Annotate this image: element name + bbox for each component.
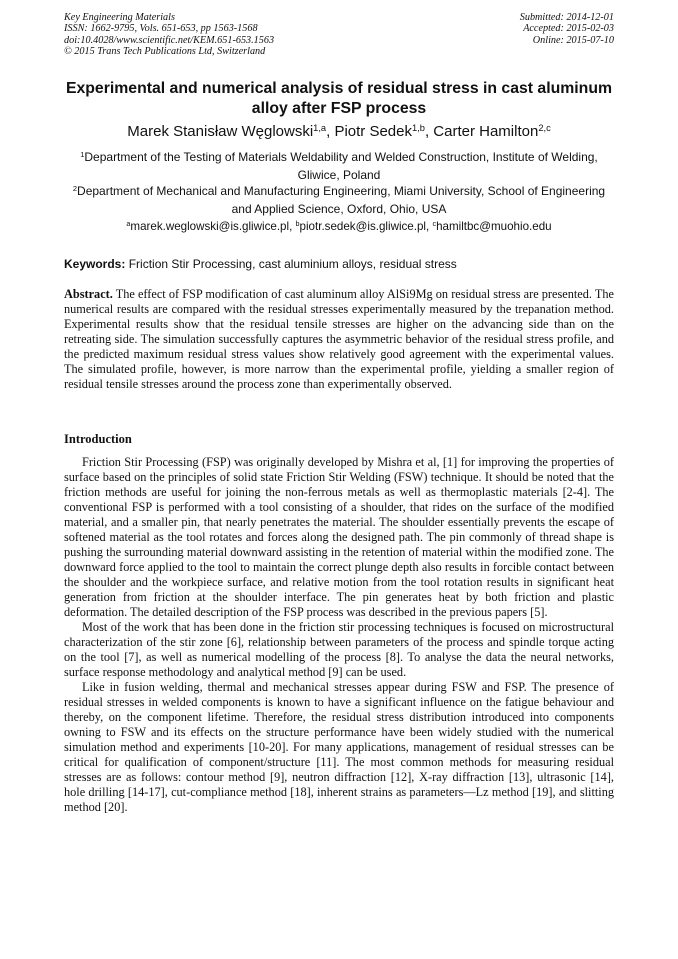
abstract-text: The effect of FSP modification of cast aluminum alloy AlSi9Mg on residual stress are presented. The numerical results are compared with the residual stresses experimentally measured by the trepanation method. Experimental results show that the residual tensile stresses are higher on the advancing side than on the retreating side. The simulation successfully captures the asymmetric behavior of the residual stress profile, and the predicted maximum residual stress values show relatively good agreement with the experimental values. The simulated profile, however, is more narrow than the experimental profile, yielding a smaller region of residual tensile stresses around the process zone than experimentally observed. [64, 287, 614, 391]
author-list: Marek Stanisław Węglowski$^{1,a}$, Piotr Sedek$^{1,b}$, Carter Hamilton$^{2,c}$ [127, 122, 551, 140]
email-marker: b [295, 219, 300, 229]
abstract-label: Abstract. [64, 287, 113, 301]
online-date: Online: 2015-07-10 [532, 34, 614, 46]
abstract-section [64, 287, 614, 392]
author-name: Carter Hamilton [433, 123, 539, 140]
paragraph: Friction Stir Processing (FSP) was originally developed by Mishra et al, [1] for improving the properties of surface based on the principles of solid state Friction Stir Welding (FSW) technique. It should be noted that the friction methods are useful for joining the non-ferrous metals as well as thermoplastic materials [2-4]. The conventional FSP is performed with a tool consisting of a shoulder, that rides on the surface of the modified material, and a smaller pin, that nearly penetrates the material. The shoulder essentially prevents the escape of softened material as the tool rotates and forces along the designed path. The pin commonly of thread shape is pushing the surrounding material downward assisting in the retention of material within the modified zone. The downward force applied to the tool to maintain the correct plunge depth also results in forcible contact between the shoulder and the workpiece surface, and relative motion from the tool rotation results in significant heat generation from friction at the shoulder interface. The pin generates heat by both friction and plastic deformation. The detailed description of the FSP process was described in the previous papers [5]. [64, 455, 614, 619]
affiliation-marker: 1 [80, 149, 85, 159]
email-marker: c [432, 219, 437, 229]
affiliation-marker: 2 [72, 183, 78, 193]
doi-link[interactable]: doi:10.4028/www.scientific.net/KEM.651-653.1563 [64, 34, 275, 46]
paragraph: Most of the work that has been done in the friction stir processing techniques is focused on microstructural characterization of the stir zone [6], relationship between parameters of the process and spindle torque acting on the tool [7], as well as numerical modelling of the process [8]. To analyse the data the neural networks, surface response methodology and analytical method [9] can be used. [64, 620, 614, 679]
author-name: Marek Stanisław Węglowski [127, 123, 314, 140]
author-superscript: 2,c [538, 122, 551, 133]
issn-volume: ISSN: 1662-9795, Vols. 651-653, pp 1563-1568 [64, 23, 258, 35]
author-name: Piotr Sedek [334, 123, 412, 140]
email-address[interactable]: piotr.sedek@is.gliwice.pl [299, 220, 427, 233]
email-marker: a [126, 219, 131, 229]
paper-title: Experimental and numerical analysis of residual stress in cast aluminum alloy after FSP process [65, 80, 613, 117]
keywords-label: Keywords: [64, 257, 126, 271]
author-superscript: 1,a [313, 122, 327, 133]
keywords-text: Friction Stir Processing, cast aluminium alloys, residual stress [128, 257, 457, 271]
affiliation-1 [64, 149, 614, 183]
author-superscript: 1,b [412, 122, 425, 133]
publication-dates [520, 12, 614, 46]
accepted-date: Accepted: 2015-02-03 [523, 23, 614, 35]
copyright-notice: © 2015 Trans Tech Publications Ltd, Switzerland [64, 46, 266, 58]
paragraph: Like in fusion welding, thermal and mechanical stresses appear during FSW and FSP. The presence of residual stresses in welded components is known to have a significant influence on the fatigue behaviour and thereby, on the component lifetime. Therefore, the residual stress distribution introduced into components owning to FSW and its effects on the structure performance have been widely studied with the numerical simulation method and experiments [10-20]. For many applications, management of residual stresses can be critical for qualification of component/structure [11]. The most common methods for measuring residual stresses are as follows: contour method [9], neutron diffraction [12], X-ray diffraction [13], ultrasonic [14], hole drilling [14-17], cut-compliance method [18], inherent strains as parameters—Lz method [19], and slitting method [20]. [64, 680, 614, 814]
publication-info [64, 12, 274, 58]
email-list: $^a$marek.weglowski@is.gliwice.pl, $^b$piotr.sedek@is.gliwice.pl, $^c$hamiltbc@muohio.edu [126, 219, 552, 233]
affiliation-2 [64, 183, 614, 217]
keywords-line [64, 256, 614, 272]
email-address[interactable]: marek.weglowski@is.gliwice.pl [130, 220, 290, 233]
introduction-heading: Introduction [64, 432, 132, 446]
affiliation-text: Department of Mechanical and Manufacturing Engineering, Miami University, School of Engineering and Applied Science, Oxford, Ohio, USA [77, 184, 606, 216]
affiliation-text: Department of the Testing of Materials Weldability and Welded Construction, Institute of Welding, Gliwice, Poland [84, 150, 598, 182]
journal-name: Key Engineering Materials [64, 12, 175, 23]
submitted-date: Submitted: 2014-12-01 [519, 12, 614, 23]
introduction-section [64, 455, 614, 815]
email-address[interactable]: hamiltbc@muohio.edu [436, 220, 552, 233]
